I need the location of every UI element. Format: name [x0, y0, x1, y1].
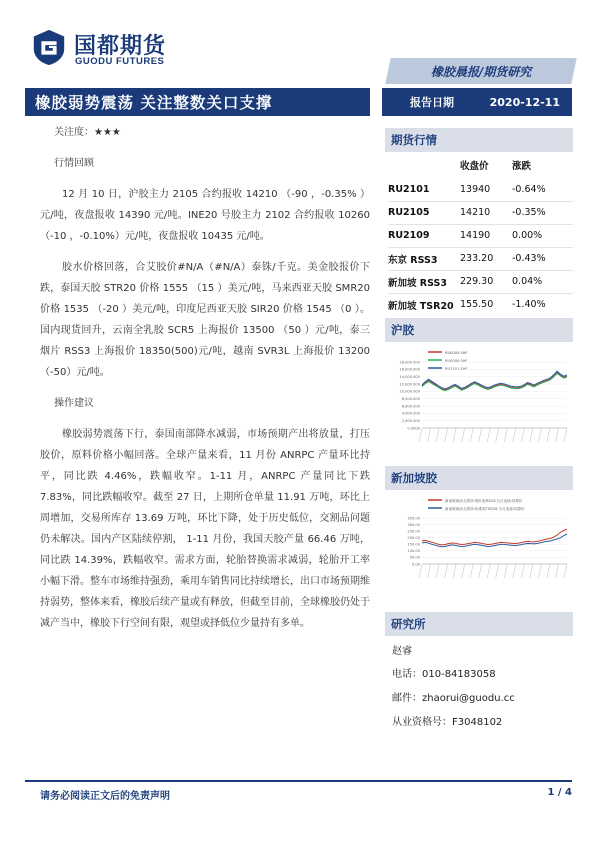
contract-name: 东京 RSS3: [388, 247, 460, 270]
y-tick-label: 4,000.000: [401, 411, 420, 416]
x-tick-mark: [453, 428, 456, 442]
y-tick-label: 6,000.000: [401, 404, 420, 409]
quotes-heading: 期货行情: [385, 128, 573, 152]
report-type-label: 橡胶晨报/期货研究: [430, 64, 532, 79]
x-tick-mark: [496, 564, 499, 578]
report-body: [40, 122, 370, 634]
x-tick-mark: [462, 564, 465, 578]
contract-change: -1.40%: [512, 293, 573, 316]
page-number: 1 / 4: [547, 787, 572, 798]
x-tick-mark: [521, 564, 524, 578]
y-tick-label: 2,000.000: [401, 418, 420, 423]
y-tick-label: 350.00: [407, 516, 420, 521]
advice-paragraph: 橡胶弱势震荡下行，泰国南部降水减弱，市场预期产出将放量，打压胶价，原料价格小幅回落。全球产量来看，11 月份 ANRPC 产量环比持平，同比跌 4.46%，跌幅收窄。1-11 月，ANRPC 产量同比下跌 7.83%，同比跌幅收窄。截至 27 日，上期所仓单量 11.91 万吨，环比上周增加，交易所库存 13.69 万吨，环比下降，处于历史低位，交割品问题仍未解决。国内产区陆续停割， 1-11 月份，我国天胶产量 66.46 万吨，同比跌 14.39%，跌幅收窄。需求方面，轮胎替换需求减弱，轮胎开工率小幅下滑。整车市场维持强劲，乘用车销售同比持续增长，出口市场预期维持弱势，整体来看，橡胶后续产量或有释放，但截至目前，全球橡胶仍处于减产当中，橡胶下行空间有限，观望或择低位少量持有多单。: [40, 429, 370, 629]
quotes-table: [388, 152, 573, 316]
table-row: [388, 293, 573, 316]
x-tick-mark: [564, 428, 567, 442]
x-tick-mark: [555, 564, 558, 578]
logo-english-name: GUODU FUTURES: [75, 56, 165, 67]
researcher-license: 从业资格号：F3048102: [392, 717, 503, 728]
x-tick-mark: [530, 428, 533, 442]
contract-price: 233.20: [460, 247, 512, 270]
y-tick-label: 250.00: [407, 529, 420, 534]
x-tick-mark: [513, 564, 516, 578]
x-tick-mark: [547, 428, 550, 442]
y-tick-label: 300.00: [407, 522, 420, 527]
contract-name: RU2109: [388, 224, 460, 247]
attention-stars: ★★★: [94, 127, 121, 138]
x-tick-mark: [445, 428, 448, 442]
x-tick-mark: [547, 564, 550, 578]
x-tick-mark: [538, 564, 541, 578]
contract-price: 155.50: [460, 293, 512, 316]
quotes-col-price: 收盘价: [460, 161, 489, 172]
x-tick-mark: [521, 428, 524, 442]
footer-disclaimer: 请务必阅读正文后的免责声明: [40, 791, 170, 802]
x-tick-mark: [530, 564, 533, 578]
x-tick-mark: [470, 428, 473, 442]
report-date-label: 报告日期: [410, 96, 454, 109]
contract-price: 229.30: [460, 270, 512, 293]
y-tick-label: 200.00: [407, 536, 420, 541]
x-tick-mark: [555, 428, 558, 442]
contract-price: 14210: [460, 201, 512, 224]
advice-heading: 操作建议: [54, 398, 94, 409]
x-tick-mark: [479, 428, 482, 442]
contract-change: -0.43%: [512, 247, 573, 270]
guodu-logo-icon: [30, 28, 68, 66]
contract-price: 13940: [460, 183, 491, 195]
x-tick-mark: [496, 428, 499, 442]
x-tick-mark: [487, 564, 490, 578]
shfe-rubber-chart: [388, 346, 573, 458]
researcher-phone: 电话：010-84183058: [392, 669, 496, 680]
sgx-chart-heading: 新加坡胶: [385, 466, 573, 490]
contract-name: RU2105: [388, 201, 460, 224]
contract-change: 0.04%: [512, 270, 573, 293]
y-tick-label: 10,000.000: [399, 389, 420, 394]
quotes-col-change: 涨跌: [512, 161, 532, 172]
series-line: [422, 529, 567, 545]
review-paragraph-2: 胶水价格回落，合艾胶价#N/A（#N/A）泰铢/千克。美金胶报价下跌，泰国天胶 STR20 价格 1555 （15 ）美元/吨，马来西亚天胶 SMR20 价格 1535 （-20 ）美元/吨，印度尼西亚天胶 SIR20 价格 1545 （0 ）。国内现货回升，云南全乳胶 SCR5 上海报价 13500 （50 ）元/吨，泰三烟片 RSS3 上海报价 18350(500)元/吨，越南 SVR3L 上海报价 13200 （-50）元/吨。: [40, 262, 370, 378]
table-row: [388, 178, 573, 201]
contract-change: -0.35%: [512, 201, 573, 224]
contract-change: 0.00%: [512, 224, 573, 247]
table-row: [388, 201, 573, 224]
y-tick-label: 18,000.000: [399, 360, 420, 365]
legend-label: 新加坡商品交易所:标准胶TSR20:当月连续:结算价: [445, 507, 525, 511]
x-tick-mark: [436, 564, 439, 578]
company-logo: [26, 26, 206, 72]
legend-label: RU2101.SHF: [445, 367, 468, 371]
y-tick-label: 50.00: [409, 555, 420, 560]
legend-label: 新加坡商品交易所:烟片胶RSS3:当月连续:结算价: [445, 499, 523, 503]
logo-chinese-name: 国都期货: [74, 34, 167, 59]
report-date: [382, 88, 572, 116]
quotes-col-name: [388, 152, 460, 178]
y-tick-label: 14,000.000: [399, 374, 420, 379]
review-paragraph-1: 12 月 10 日，沪胶主力 2105 合约报收 14210 （-90 ，-0.35% ）元/吨，夜盘报收 14390 元/吨。INE20 号胶主力 2102 合约报收 10260 （-10 ，-0.10%）元/吨，夜盘报收 10435 元/吨。: [40, 189, 370, 242]
x-tick-mark: [453, 564, 456, 578]
y-tick-label: 150.00: [407, 542, 420, 547]
table-row: [388, 224, 573, 247]
page-title: 橡胶弱势震荡 关注整数关口支撑: [25, 88, 370, 116]
researcher-name: 赵睿: [392, 646, 412, 657]
y-tick-label: 0.00: [411, 562, 420, 567]
x-tick-mark: [445, 564, 448, 578]
x-tick-mark: [479, 564, 482, 578]
x-tick-mark: [470, 564, 473, 578]
legend-label: RU0000.SHF: [445, 351, 468, 355]
table-row: [388, 270, 573, 293]
quotes-header-row: [388, 152, 573, 178]
research-heading: 研究所: [385, 612, 573, 636]
x-tick-mark: [462, 428, 465, 442]
x-tick-mark: [538, 428, 541, 442]
y-tick-label: 8,000.000: [401, 396, 420, 401]
contract-name: RU2101: [388, 183, 430, 195]
y-tick-label: 12,000.000: [399, 382, 420, 387]
sgx-rubber-chart: [388, 494, 573, 594]
attention-label: 关注度：: [54, 127, 94, 138]
report-type-badge: [385, 58, 577, 84]
y-tick-label: 16,000.000: [399, 367, 420, 372]
legend-label: RU0000.SHF: [445, 359, 468, 363]
report-date-value: 2020-12-11: [489, 95, 560, 109]
researcher-email[interactable]: 邮件：zhaorui@guodu.cc: [392, 693, 515, 704]
contract-price: 14190: [460, 224, 512, 247]
x-tick-mark: [436, 428, 439, 442]
shfe-chart-heading: 沪胶: [385, 318, 573, 342]
table-row: [388, 247, 573, 270]
contract-change: -0.64%: [512, 183, 546, 195]
x-tick-mark: [513, 428, 516, 442]
x-tick-mark: [428, 564, 431, 578]
x-tick-mark: [487, 428, 490, 442]
x-tick-mark: [428, 428, 431, 442]
y-tick-label: 0.0000: [407, 426, 420, 431]
contract-name: 新加坡 RSS3: [388, 270, 460, 293]
footer-divider: [25, 780, 572, 782]
y-tick-label: 100.00: [407, 549, 420, 554]
attention-rating: [54, 122, 370, 143]
review-heading: 行情回顾: [54, 158, 94, 169]
x-tick-mark: [504, 428, 507, 442]
contract-name: 新加坡 TSR20: [388, 293, 460, 316]
x-tick-mark: [504, 564, 507, 578]
x-tick-mark: [564, 564, 567, 578]
